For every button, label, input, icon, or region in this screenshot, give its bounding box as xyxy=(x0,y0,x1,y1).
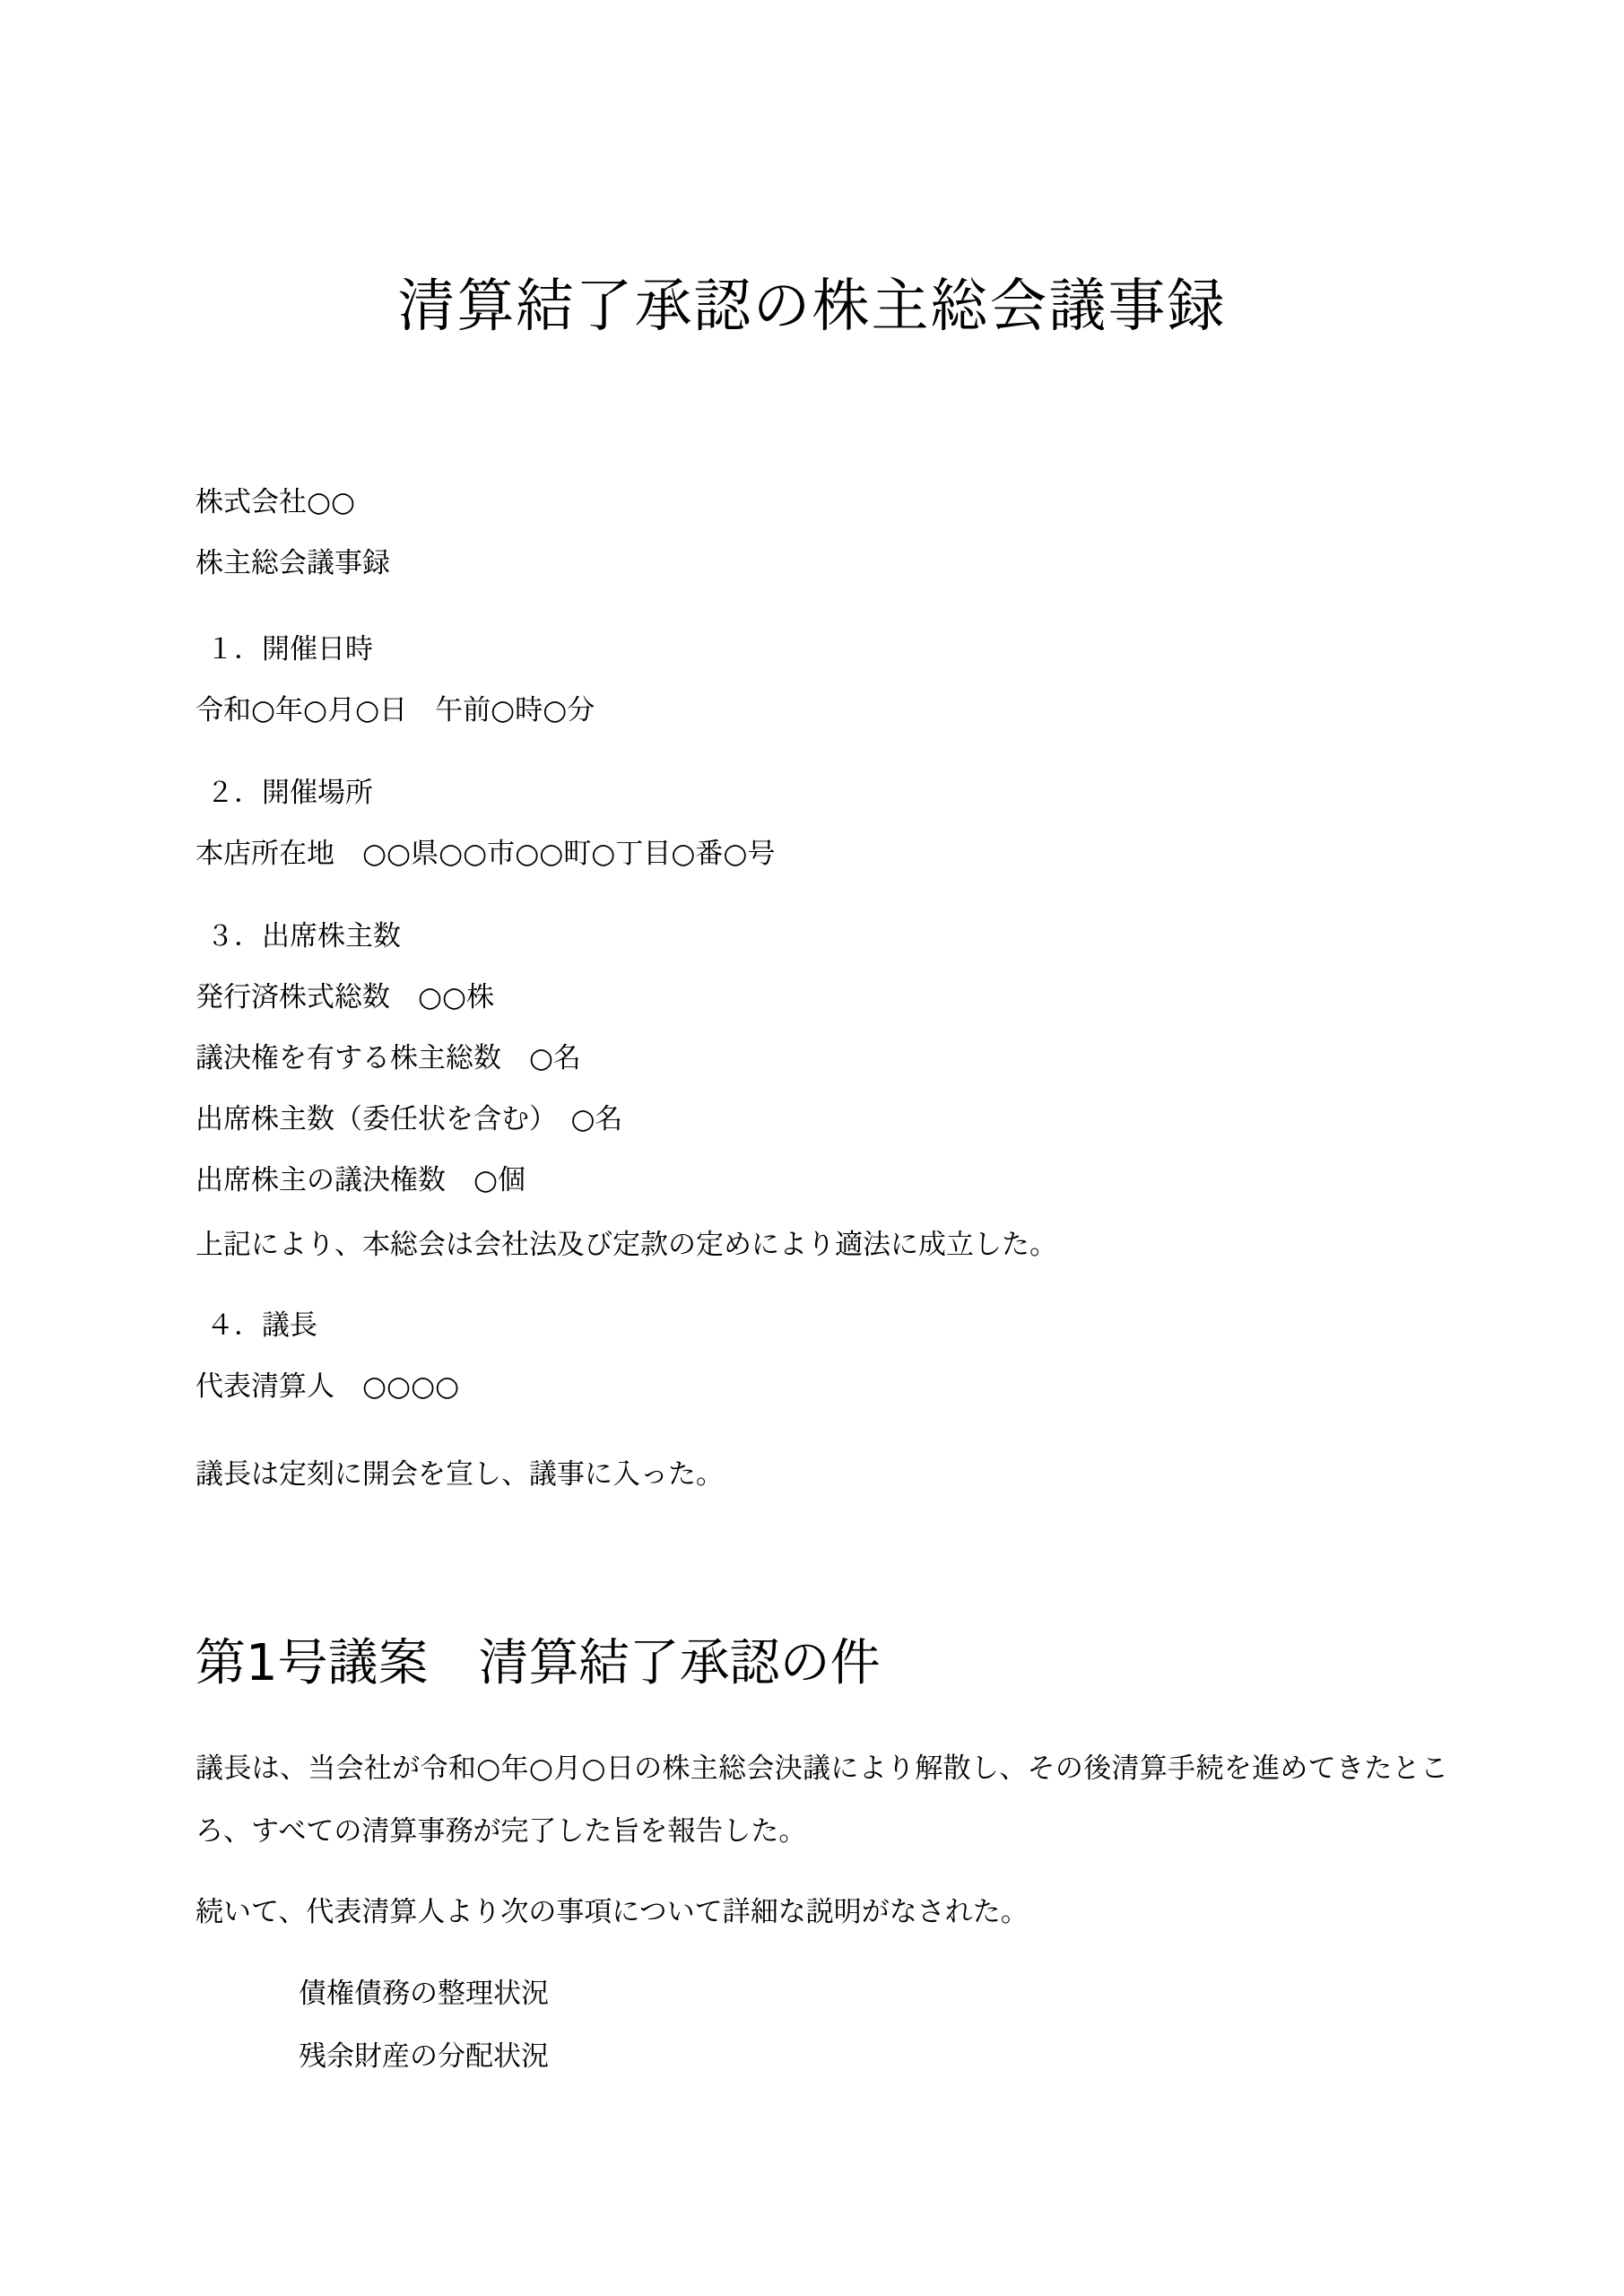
agenda-item-residual-assets: 残余財産の分配状況 xyxy=(299,2040,549,2073)
agenda-explain-block xyxy=(195,1882,1448,1943)
attending-shareholders-line: 出席株主数（委任状を含む） ○名 xyxy=(195,1103,623,1135)
document-body xyxy=(0,472,1624,2088)
agenda-report-paragraph: 議長は、当会社が令和○年○月○日の株主総会決議により解散し、その後清算手続を進めてきたところ、すべての清算事務が完了した旨を報告した。 xyxy=(195,1752,1448,1848)
voting-shareholders-line: 議決権を有する株主総数 ○名 xyxy=(195,1042,582,1074)
section-attendance xyxy=(195,906,1448,1211)
section-chairman xyxy=(195,1295,1448,1417)
opening-note-block xyxy=(195,1444,1448,1505)
section-place xyxy=(195,762,1448,884)
section-datetime-heading: １．開催日時 xyxy=(206,633,373,665)
opening-note: 議長は定刻に開会を宣し、議事に入った。 xyxy=(195,1458,724,1491)
section-datetime xyxy=(195,619,1448,741)
agenda-item-debts: 債権債務の整理状況 xyxy=(299,1978,549,2010)
agenda-heading: 第1号議案 清算結了承認の件 xyxy=(195,1634,881,1692)
establishment-note-block xyxy=(195,1214,1448,1275)
section-datetime-value: 令和○年○月○日 午前○時○分 xyxy=(195,694,595,726)
document-title: 清算結了承認の株主総会議事録 xyxy=(397,274,1227,340)
section-chairman-heading: ４．議長 xyxy=(206,1309,317,1342)
intro-block xyxy=(195,472,1448,594)
section-attendance-heading: ３．出席株主数 xyxy=(206,920,401,952)
section-place-heading: ２．開催場所 xyxy=(206,777,373,809)
issued-shares-line: 発行済株式総数 ○○株 xyxy=(195,981,495,1013)
representative-liquidator-line: 代表清算人 ○○○○ xyxy=(195,1370,460,1403)
attending-votes-line: 出席株主の議決権数 ○個 xyxy=(195,1164,526,1196)
agenda-items-block xyxy=(195,1962,1448,2088)
minutes-subtitle-line: 株主総会議事録 xyxy=(195,547,390,579)
section-place-value: 本店所在地 ○○県○○市○○町○丁目○番○号 xyxy=(195,838,776,870)
establishment-note: 上記により、本総会は会社法及び定款の定めにより適法に成立した。 xyxy=(195,1229,1057,1261)
agenda-explain-paragraph: 続いて、代表清算人より次の事項について詳細な説明がなされた。 xyxy=(195,1896,1029,1928)
company-name-line: 株式会社○○ xyxy=(195,486,356,518)
